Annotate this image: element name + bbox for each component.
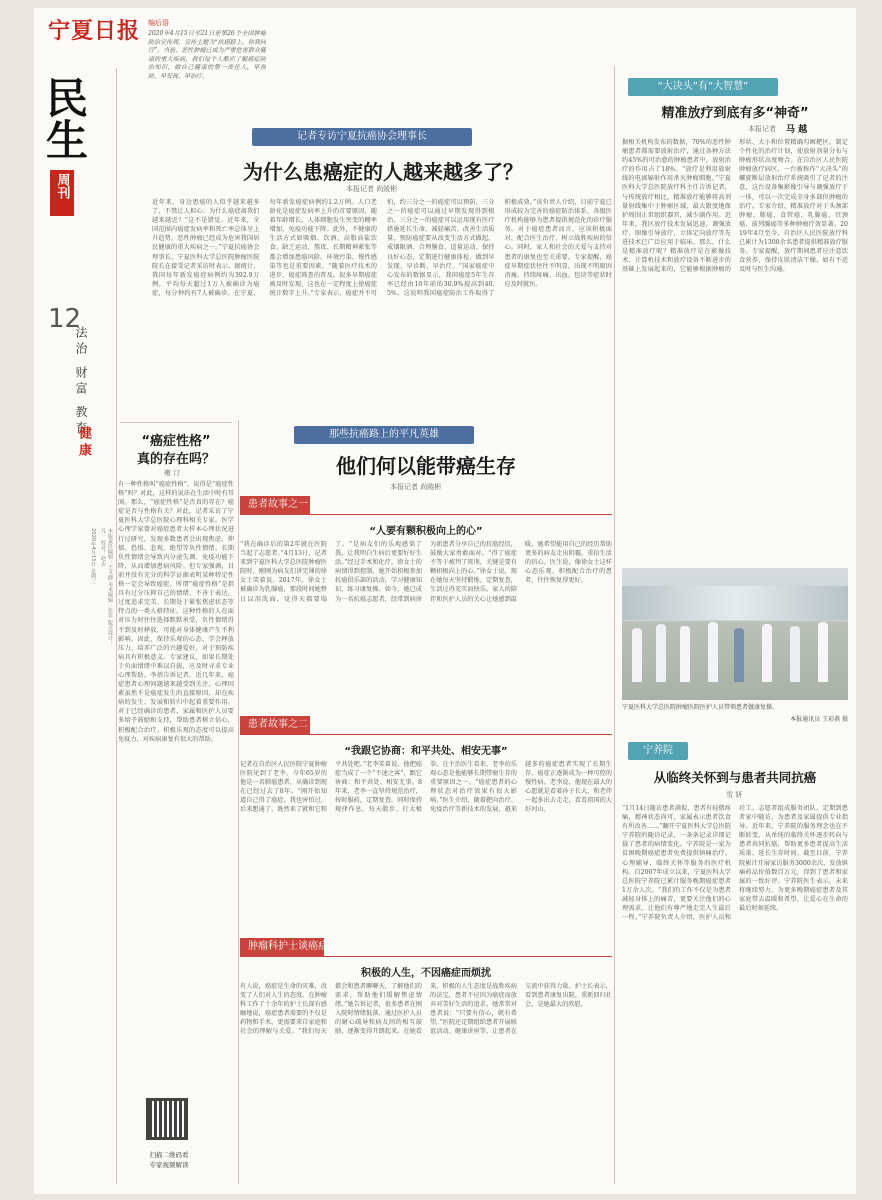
article1-kicker: 记者专访宁夏抗癌协会理事长 — [252, 128, 472, 146]
photo-credit: 本报通讯员 王彩燕 摄 — [790, 716, 848, 723]
story2-body: 记者在自治区人民医院宁夏肿瘤医院见到了老李，今年65岁的他是一名肺癌患者，从确诊到现在已经过去了8年。“刚开始知道自己得了癌症，我也害怕过，后来想通了，既然来了就和它和平共处吧。”老李笑着说，他把癌症当成了一个“不速之客”，跟它协商：和平共处、相安无事。8年来，老李一直坚持规范治疗，按时服药，定期复查，同时保持规律作息，每天散步、打太极拳。在主治医生看来，老李的乐观心态是他能够长期带瘤生存的重要原因之一。“癌症患者的心理状态对治疗效果有很大影响。”医生介绍，随着靶向治疗、免疫治疗等新技术的发展，越来越多的癌症患者实现了长期生存，癌症正逐渐成为一种可控的慢性病。老李说，他现在最大的心愿就是看着孙子长大，和老伴一起多出去走走，看看祖国的大好河山。 — [240, 761, 612, 814]
photo-caption: 宁夏医科大学总医院肿瘤医院医护人员带领患者做康复操。 — [622, 704, 779, 711]
article2-byline-label: 本报记者 — [748, 125, 776, 133]
story1-section: 患者故事之一 — [240, 496, 612, 514]
article2-body: 据相关机构发布的数据，70%的恶性肿瘤患者都需要放射治疗，通过各种方法约45%的可治愈的肿瘤患者中，放射治疗的作用占了18%。“放疗是利用放射线的电离辐射作用杀灭肿瘤细胞。”宁夏医科大学总医院放疗科主任告诉记者，与传统放疗相比，精准放疗能够将高剂量射线集中于肿瘤区域，最大限度地保护周围正常组织器官，减少副作用。近年来，我区放疗技术发展迅速，调强放疗、图像引导放疗、立体定向放疗等先进技术已广泛应用于临床。那么，什么是精准放疗呢？精准放疗是在影像技术、计算机技术和放疗设备不断进步的基础上发展起来的，它能够根据肿瘤的形状、大小和位置精确勾画靶区，制定个性化的治疗计划，使放射剂量分布与肿瘤形状高度吻合。在自治区人民医院肿瘤放疗病区，一台被称作“大决头”的螺旋断层放射治疗系统吸引了记者的注意，这台设备集影像引导与调强放疗于一体，可以一次完成全身多部位肿瘤的治疗。专家介绍，精准放疗对于头颈部肿瘤、肺癌、食管癌、乳腺癌、宫颈癌、前列腺癌等多种肿瘤疗效显著。2019年4月至今，自治区人民医院放疗科已累计为1300余名患者提供精准放疗服务。专家提醒，放疗期间患者应注意饮食营养，保持皮肤清洁干燥，如有不适及时与医生沟通。 — [622, 139, 848, 274]
article2-headline: 精准放疗到底有多“神奇” — [661, 106, 809, 121]
left-column-divider — [238, 420, 239, 1184]
hospital-photo — [622, 568, 848, 700]
story1-rule — [240, 514, 612, 515]
story2-section: 患者故事之二 — [240, 716, 612, 734]
section-topic-active: 健康 — [76, 426, 91, 460]
column-rule — [120, 422, 232, 423]
story1-body: “我在确诊后的第2年就在医院当起了志愿者。”4月13日，记者来到宁夏医科大学总医院肿瘤医院时，刚刚为病友们讲完课的徐女士笑着说。2017年，徐女士被确诊为乳腺癌，那段时间她整日以泪洗面，觉得天都要塌了。“是病友们的乐观感染了我，让我明白生病后更要好好生活。”经过手术和化疗，徐女士的病情得到控制，她开始积极参加抗癌俱乐部的活动，学习健康知识，练习康复操。如今，她已成为一名抗癌志愿者，经常到病房为新患者分享自己的抗癌经历，鼓励大家勇敢面对。“得了癌症不等于被判了死刑，关键是要有颗积极向上的心。”徐女士说，现在她每天坚持锻炼，定期复查，生活过得充实而快乐。家人的陪伴和医护人员的关心让她感到温暖，她希望能用自己的经历帮助更多的病友走出阴霾，重拾生活的信心。医生说，像徐女士这样心态乐观、积极配合治疗的患者，往往恢复得更好。 — [240, 541, 612, 603]
story1-subtitle: “人要有颗积极向上的心” — [369, 526, 483, 537]
article4-body: “1月14日随访患者满侃，患者有轻微疼痛，精神状态尚可，家属表示患者饮食有所改善……”翻开宁夏医科大学总医院宁养院的随访记录，一条条记录详细记载了患者的病情变化。宁养院是一家为贫困晚期癌症患者免费提供镇痛治疗、心理辅导、临终关怀等服务的医疗机构。自2007年成立以来，宁夏医科大学总医院宁养院已累计服务晚期癌症患者1万余人次。“我们的工作不仅是为患者减轻身体上的痛苦，更要关注他们的心理需求，让他们有尊严地走完人生最后一程。”宁养院负责人介绍，医护人员和社工、志愿者组成服务团队，定期到患者家中随访，为患者及家属提供专业指导。近年来，宁养院的服务理念也在不断转变，从单纯的临终关怀逐步转向与患者共同抗癌，帮助更多患者提高生活质量、延长生存时间。截至目前，宁养院累计开展家访服务3000余次，发放镇痛药品价值数百万元，得到了患者和家属的一致好评。宁养院医生表示，未来将继续努力，为更多晚期癌症患者及其家庭带去温暖和希望，让爱心在生命的最后时刻延续。 — [622, 805, 848, 922]
article1-headline: 为什么患癌症的人越来越多了？ — [243, 160, 523, 184]
story2-subtitle: “我跟它协商：和平共处、相安无事” — [344, 746, 508, 757]
column-divider — [614, 66, 615, 1184]
editors-note-label: 编后语 — [148, 19, 169, 27]
story2-rule — [240, 734, 612, 735]
editor-info: 本版责任编辑：王文静 美术编辑：张菲 版式设计：凡一 校对：赵志 — [100, 528, 113, 646]
section-label-big: 民生 — [40, 76, 89, 160]
article3-headline: 他们何以能带癌生存 — [336, 454, 516, 478]
article4-byline: 雪 妍 — [726, 791, 743, 799]
sidebar-divider — [116, 68, 117, 1184]
masthead-logo: 宁夏日报 — [48, 18, 141, 44]
section-label-weekly — [50, 170, 74, 216]
column-title-line2: 真的存在吗？ — [136, 452, 215, 467]
article4-kicker: 宁养院 — [628, 742, 688, 760]
article3-kicker: 那些抗癌路上的平凡英雄 — [294, 426, 474, 444]
story3-rule — [240, 956, 612, 957]
page-number: 12 — [48, 304, 82, 334]
article2-byline-name: 马 越 — [786, 125, 808, 135]
weekly-text: 周刊 — [54, 173, 70, 199]
article1-body: 近年来，身边患癌的人似乎越来越多了，不禁让人担心：为什么癌症离我们越来越近？“这不是错觉。近年来，全国范围内癌症发病率和死亡率总体呈上升趋势，恶性肿瘤已经成为危害我国居民健康的重大疾病之一。”宁夏抗癌协会理事长、宁夏医科大学总医院肿瘤医院院长在接受记者采访时表示。据统计，我国每年新发癌症病例约为392.9万例，平均每天超过1万人被确诊为癌症，每分钟约有7人被确诊。在宁夏，每年新发癌症病例约1.2万例。人口老龄化是癌症发病率上升的首要原因，随着年龄增长，人体细胞发生突变的概率增加，免疫功能下降。此外，不健康的生活方式如吸烟、饮酒、高脂高盐饮食、缺乏运动、熬夜、长期精神紧张等都会增加患癌风险。环境污染、慢性感染等也是重要因素。“随着医疗技术的进步、癌症筛查的普及，很多早期癌症被及时发现，这也在一定程度上使癌症统计数字上升。”专家表示，癌症并不可怕，约三分之一的癌症可以预防，三分之一的癌症可以通过早期发现得到根治，三分之一的癌症可以运用现有医疗措施延长生命、减轻痛苦、改善生活质量。预防癌症要从改变生活方式做起，戒烟限酒、合理膳食、适量运动、保持良好心态，定期进行健康体检，做到早发现、早诊断、早治疗。“国家癌症中心发布的数据显示，我国癌症5年生存率已经由10年前的30.9%提高到40.5%，这说明我国癌症防治工作取得了积极成效。”该负责人介绍，目前宁夏已形成较为完善的癌症防治体系，各级医疗机构能够为患者提供规范化的诊疗服务。对于癌症患者而言，应该积极面对，配合医生治疗，树立战胜疾病的信心。同时，家人和社会的关爱与支持对患者的康复也至关重要。专家提醒，癌症早期症状往往不明显，出现不明原因消瘦、持续疼痛、出血、包块等症状时应及时就医。 — [152, 199, 612, 297]
column-title-line1: “癌症性格” — [141, 434, 211, 449]
section-topics: 法治 财富 教育 — [74, 326, 88, 438]
column-body: 有一种性格叫“癌症性格”，说得是“癌症性格”吗？对此，这样的说法在生活中时有耳闻。那么，“癌症性格”是否真的存在？癌症是否与性格有关？对此，记者采访了宁夏医科大学总医院心理科相关专家。医学心理学家曾对癌症患者大样本心理状况进行过研究，发现多数患者会出现焦虑、抑郁、恐惧、悲观、绝望等负性情绪。长期负性情绪会导致内分泌失调、免疫功能下降，从而增加患病风险。但专家强调，目前并没有充分的科学证据表明某种特定性格一定会导致癌症。所谓“癌症性格”是指具有过分压抑自己的情绪、不善于表达、过度追求完美、长期处于紧张焦虑状态等特点的一类人格特征。这种性格的人在面对压力时往往选择默默承受，负性情绪得不到及时释放，可能对身体健康产生不利影响。因此，保持乐观的心态、学会释放压力、培养广泛的兴趣爱好，对于预防疾病具有积极意义。专家建议，如果长期处于负面情绪中难以自拔，应及时寻求专业心理帮助。李蓓告诉记者，近几年来，癌症患者心理问题越来越受到关注。心理因素虽然不是癌症发生的直接原因，却在疾病的发生、发展和转归中起着重要作用。对于已经确诊的患者，家属和医护人员要多给予鼓励和支持，帮助患者树立信心，积极配合治疗。积极乐观的态度可以提高免疫力，对疾病康复有很大的帮助。 — [118, 481, 234, 743]
qr-caption-line2: 专家视频解读 — [149, 1161, 189, 1169]
article4-headline: 从临终关怀到与患者共同抗癌 — [653, 770, 817, 785]
article2-kicker: “大决头”有“大智慧” — [628, 78, 778, 96]
editors-note-text: 2020年4月15日至21日是第26个全国肿瘤防治宣传周，宣传主题为“抗癌路上，你我同行”。当前，恶性肿瘤已成为严重危害群众健康的重大疾病，我们每个人都应了解癌症防治知识，做自己健康的第一责任人，早预防、早发现、早治疗。 — [148, 30, 266, 80]
issue-date: 2020年4月15日 星期三 — [90, 528, 96, 584]
qr-caption-line1: 扫描二维码看 — [149, 1151, 189, 1159]
newspaper-page — [34, 8, 856, 1194]
article3-byline: 本报记者 尚陵彬 — [390, 483, 442, 491]
story3-section: 肿瘤科护士谈癌症 — [240, 938, 612, 956]
qr-code[interactable] — [146, 1098, 188, 1140]
story3-subtitle: 积极的人生，不因癌症而烦扰 — [361, 968, 491, 979]
article1-byline: 本报记者 尚陵彬 — [346, 185, 398, 193]
story3-body: 有人说，癌症是生命的灾难，改变了人们对人生的态度。在肿瘤科工作了十余年的护士长深有感触地说，癌症患者需要的不仅是药物和手术，更需要来自家庭和社会的理解与关爱。“我们每天都会和患者聊聊天，了解他们的需求，帮助他们缓解焦虑情绪。”她告诉记者，很多患者在刚入院时情绪低落，通过医护人员的耐心疏导和病友间的相互鼓励，逐渐变得开朗起来。在她看来，积极的人生态度是战胜疾病的法宝，患者不应因为癌症而放弃对美好生活的追求。她常常对患者说：“只要有信心，就有希望。”医院还定期组织患者开展联谊活动、健康讲座等，让患者在交流中获得力量。护士长表示，看到患者康复出院、重新回归社会，是她最大的欣慰。 — [240, 983, 612, 1036]
column-author: 雍 汀 — [164, 469, 181, 477]
